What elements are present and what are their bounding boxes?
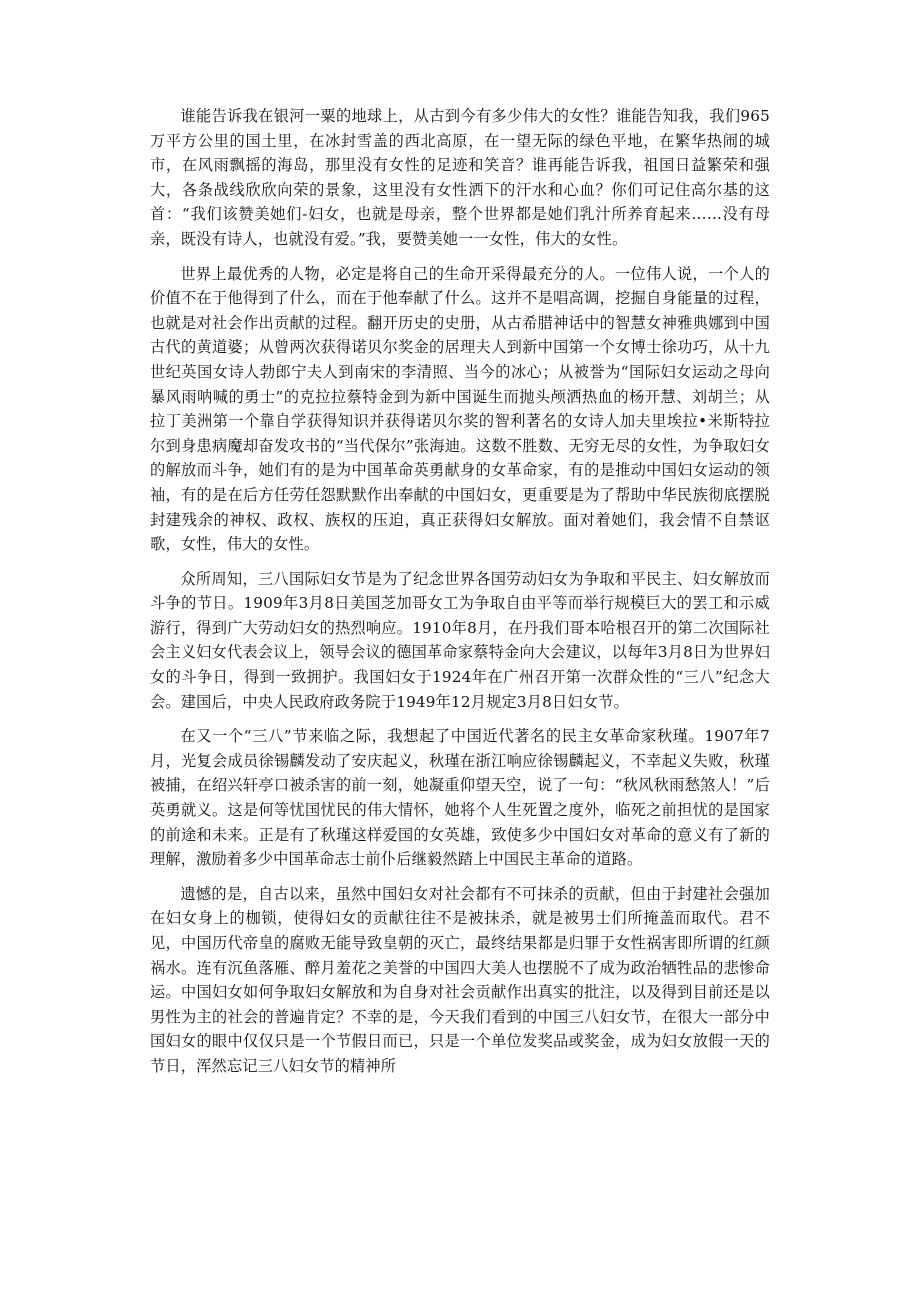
paragraph-3: 众所周知，三八国际妇女节是为了纪念世界各国劳动妇女为争取和平民主、妇女解放而斗争的节日。1909年3月8日美国芝加哥女工为争取自由平等而举行规模巨大的罢工和示威游行，得到广大劳动妇女的热烈响应。1910年8月，在丹我们哥本哈根召开的第二次国际社会主义妇女代表会议上，领导会议的德国革命家蔡特金向大会建议，以每年3月8日为世界妇女的斗争日，得到一致拥护。我国妇女于1924年在广州召开第一次群众性的“三八”纪念大会。建国后，中央人民政府政务院于1949年12月规定3月8日妇女节。 [150, 569, 770, 711]
paragraph-2: 世界上最优秀的人物，必定是将自己的生命开采得最充分的人。一位伟人说，一个人的价值不在于他得到了什么，而在于他奉献了什么。这并不是唱高调，挖掘自身能量的过程，也就是对社会作出贡献的过程。翻开历史的史册，从古希腊神话中的智慧女神雅典娜到中国古代的黄道婆；从曾两次获得诺贝尔奖金的居理夫人到新中国第一个女博士徐功巧，从十九世纪英国女诗人勃郎宁夫人到南宋的李清照、当今的冰心；从被誉为“国际妇女运动之母向暴风雨呐喊的勇士”的克拉拉蔡特金到为新中国诞生而抛头颅洒热血的杨开慧、刘胡兰；从拉丁美洲第一个靠自学获得知识并获得诺贝尔奖的智利著名的女诗人加夫里埃拉•米斯特拉尔到身患病魔却奋发攻书的“当代保尔”张海迪。这数不胜数、无穷无尽的女性，为争取妇女的解放而斗争，她们有的是为中国革命英勇献身的女革命家，有的是推动中国妇女运动的领袖，有的是在后方任劳任怨默默作出奉献的中国妇女，更重要是为了帮助中华民族彻底摆脱封建残余的神权、政权、族权的压迫，真正获得妇女解放。面对着她们，我会情不自禁讴歌，女性，伟大的女性。 [150, 264, 770, 554]
paragraph-1: 谁能告诉我在银河一粟的地球上，从古到今有多少伟大的女性？谁能告知我，我们965万平方公里的国土里，在冰封雪盖的西北高原，在一望无际的绿色平地，在繁华热闹的城市，在风雨飘摇的海岛，那里没有女性的足迹和笑音？谁再能告诉我，祖国日益繁荣和强大，各条战线欣欣向荣的景象，这里没有女性洒下的汗水和心血？你们可记住高尔基的这首：“我们该赞美她们-妇女，也就是母亲，整个世界都是她们乳汁所养育起来……没有母亲，既没有诗人，也就没有爱。”我，要赞美她一一女性，伟大的女性。 [150, 107, 770, 248]
paragraph-5: 遗憾的是，自古以来，虽然中国妇女对社会都有不可抹杀的贡献，但由于封建社会强加在妇女身上的枷锁，使得妇女的贡献往往不是被抹杀，就是被男士们所掩盖而取代。君不见，中国历代帝皇的腐败无能导致皇朝的灭亡，最终结果都是归罪于女性祸害即所谓的红颜祸水。连有沉鱼落雁、醉月羞花之美誉的中国四大美人也摆脱不了成为政治牺牲品的悲惨命运。中国妇女如何争取妇女解放和为自身对社会贡献作出真实的批注，以及得到目前还是以男性为主的社会的普遍肯定？不幸的是，今天我们看到的中国三八妇女节，在很大一部分中国妇女的眼中仅仅只是一个节假日而已，只是一个单位发奖品或奖金，成为妇女放假一天的节日，浑然忘记三八妇女节的精神所 [150, 884, 770, 1075]
document-page [150, 104, 770, 1089]
paragraph-4: 在又一个“三八”节来临之际，我想起了中国近代著名的民主女革命家秋瑾。1907年7月，光复会成员徐锡麟发动了安庆起义，秋瑾在浙江响应徐锡麟起义，不幸起义失败，秋瑾被捕，在绍兴轩亭口被杀害的前一刻，她凝重仰望天空，说了一句：“秋风秋雨愁煞人！”后英勇就义。这是何等忧国忧民的伟大情怀，她将个人生死置之度外，临死之前担忧的是国家的前途和未来。正是有了秋瑾这样爱国的女英雄，致使多少中国妇女对革命的意义有了新的理解，激励着多少中国革命志士前仆后继毅然踏上中国民主革命的道路。 [150, 727, 770, 869]
